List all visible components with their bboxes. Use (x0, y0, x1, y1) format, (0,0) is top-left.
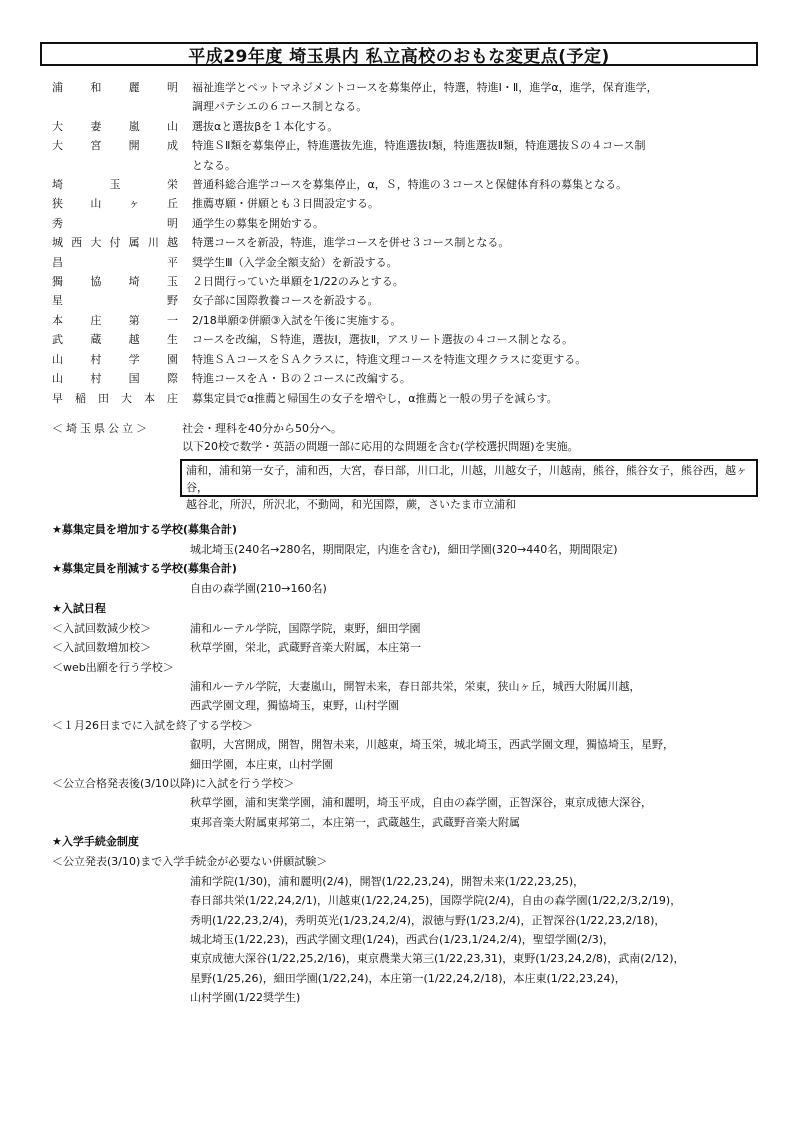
text-line: 城北埼玉(1/22,23)，西武学園文理(1/24)，西武台(1/23,1/24,2/4)，聖望学園(2/3)， (190, 932, 615, 946)
school-name: 狭山ヶ丘 (52, 197, 178, 211)
text-line: 西武学園文理，獨協埼玉，東野，山村学園 (190, 699, 399, 713)
school-change-desc: 福祉進学とペットマネジメントコースを募集停止，特選，特進Ⅰ・Ⅱ，進学α，進学，保育進学， 調理パテシエの６コース制となる。 (192, 81, 658, 114)
school-name: 山村国際 (52, 372, 178, 386)
section-body-decrease: 自由の森学園(210→160名) (190, 582, 327, 596)
schedule-web-label: ＜web出願を行う学校＞ (52, 660, 174, 674)
school-change-desc: 特選コースを新設，特進，進学コースを併せ３コース制となる。 (192, 236, 510, 250)
school-name: 秀明 (52, 216, 178, 230)
schedule-increase-label: ＜入試回数増加校＞ (52, 641, 151, 655)
text-line: 東京成徳大深谷(1/22,25,2/16)，東京農業大第三(1/22,23,31)，東野(1/23,24,2/8)，武南(2/12)， (190, 952, 685, 966)
school-change-desc: 推薦専願・併願とも３日間設定する。 (192, 197, 379, 211)
text-line: 秋草学園，浦和実業学園，浦和麗明，埼玉平成，自由の森学園，正智深谷，東京成徳大深谷， (190, 796, 652, 810)
public-note-selection: 以下20校で数学・英語の問題一部に応用的な問題を含む(学校選択問題)を実施。 (182, 440, 579, 453)
school-row (52, 253, 752, 272)
school-change-desc: 特進ＳⅡ類を募集停止，特進選抜先進，特進選抜Ⅰ類，特進選抜Ⅱ類，特進選抜Ｓの４コース制 となる。 (192, 139, 646, 172)
school-row (52, 272, 752, 291)
schedule-end-lines (190, 735, 762, 774)
text-line: 秀明(1/22,23,2/4)，秀明英光(1/23,24,2/4)，淑徳与野(1/23,2/4)，正智深谷(1/22,23,2/18)， (190, 913, 666, 927)
school-name: 本庄第一 (52, 313, 178, 327)
text-line: 浦和ルーテル学院，大妻嵐山，開智未来，春日部共栄，栄東，狭山ヶ丘，城西大附属川越， (190, 680, 641, 694)
schedule-increase-body: 秋草学園，栄北，武蔵野音楽大附属，本庄第一 (190, 641, 421, 655)
public-school-line: 浦和，浦和第一女子，浦和西，大宮，春日部，川口北，川越，川越女子，川越南，熊谷，熊谷女子，熊谷西，越ヶ谷， (186, 464, 747, 494)
text-line: 細田学園，本庄東，山村学園 (190, 757, 333, 771)
school-row (52, 194, 752, 213)
school-row (52, 214, 752, 233)
text-line: 山村学園(1/22奨学生) (190, 991, 301, 1005)
section-heading-fee: ★入学手続金制度 (52, 835, 139, 849)
fee-lines (190, 872, 762, 1008)
page-title: 平成29年度 埼玉県内 私立高校のおもな変更点(予定) (188, 46, 610, 67)
public-school-box (180, 459, 758, 511)
school-change-desc: コースを改編，Ｓ特進，選抜Ⅰ，選抜Ⅱ，アスリート選抜の４コース制となる。 (192, 333, 574, 347)
school-name: 星野 (52, 294, 178, 308)
fee-label: ＜公立発表(3/10)まで入学手続金が必要ない併願試験＞ (52, 855, 328, 869)
school-row (52, 175, 752, 194)
text-line: 叡明，大宮開成，開智，開智未来，川越東，埼玉栄，城北埼玉，西武学園文理，獨協埼玉，星野， (190, 738, 674, 752)
section-heading-schedule: ★入試日程 (52, 601, 106, 615)
school-change-desc: 通学生の募集を開始する。 (192, 216, 324, 230)
school-row (52, 136, 752, 175)
school-row (52, 291, 752, 310)
school-row (52, 78, 752, 117)
school-row (52, 389, 752, 408)
school-name: 浦和麗明 (52, 81, 178, 94)
public-label: ＜埼玉県公立＞ (52, 422, 150, 435)
section-heading-decrease: ★募集定員を削減する学校(募集合計) (52, 562, 237, 576)
school-change-desc: 特進コースをＡ・Ｂの２コースに改編する。 (192, 372, 411, 386)
school-change-desc: ２日間行っていた単願を1/22のみとする。 (192, 275, 404, 289)
title-box (40, 42, 758, 66)
text-line: 浦和学院(1/30)，浦和麗明(2/4)，開智(1/22,23,24)，開智未来(1/22,23,25)， (190, 874, 585, 888)
school-row (52, 350, 752, 369)
school-name: 大妻嵐山 (52, 119, 178, 133)
school-name: 大宮開成 (52, 139, 178, 153)
school-change-desc: 選抜αと選抜βを１本化する。 (192, 119, 339, 133)
text-line: 東邦音楽大附属東邦第二，本庄第一，武蔵越生，武蔵野音楽大附属 (190, 815, 520, 829)
school-name: 城西大付属川越 (52, 236, 178, 250)
text-line: 春日部共栄(1/22,24,2/1)，川越東(1/22,24,25)，国際学院(2/4)，自由の森学園(1/22,2/3,2/19)， (190, 894, 682, 908)
public-school-line: 越谷北，所沢，所沢北，不動岡，和光国際，蕨，さいたま市立浦和 (186, 498, 516, 511)
school-row (52, 330, 752, 349)
schedule-reduce-body: 浦和ルーテル学院，国際学院，東野，細田学園 (190, 621, 421, 635)
schedule-reduce-label: ＜入試回数減少校＞ (52, 621, 151, 635)
school-row (52, 233, 752, 252)
school-change-desc: 特進ＳＡコースをＳＡクラスに，特進文理コースを特進文理クラスに変更する。 (192, 352, 587, 366)
school-name: 山村学園 (52, 352, 178, 366)
school-name: 埼玉栄 (52, 178, 178, 192)
school-name: 武蔵越生 (52, 333, 178, 347)
school-change-desc: 普通科総合進学コースを募集停止，α，Ｓ，特進の３コースと保健体育科の募集となる。 (192, 178, 628, 192)
schedule-end-label: ＜１月26日までに入試を終了する学校＞ (52, 718, 253, 732)
school-change-desc: 女子部に国際教養コースを新設する。 (192, 294, 379, 308)
school-change-desc: 募集定員でα推薦と帰国生の女子を増やし，α推薦と一般の男子を減らす。 (192, 391, 558, 405)
school-change-desc: 奨学生Ⅲ（入学金全額支給）を新設する。 (192, 255, 398, 269)
school-row (52, 311, 752, 330)
school-row (52, 117, 752, 136)
school-name: 早稲田大本庄 (52, 391, 178, 405)
schedule-after-label: ＜公立合格発表後(3/10以降)に入試を行う学校＞ (52, 777, 295, 791)
section-heading-increase: ★募集定員を増加する学校(募集合計) (52, 523, 237, 536)
schedule-increase-row (52, 638, 762, 657)
school-name: 獨協埼玉 (52, 275, 178, 289)
section-body-increase: 城北埼玉(240名→280名，期間限定，内進を含む)，細田学園(320→440名，期間限定) (190, 543, 618, 556)
public-note-time: 社会・理科を40分から50分へ。 (182, 422, 342, 435)
school-change-list (52, 78, 752, 408)
school-row (52, 369, 752, 388)
schedule-web-lines (190, 677, 762, 716)
school-change-desc: 2/18単願②併願③入試を午後に実施する。 (192, 313, 402, 327)
schedule-after-lines (190, 793, 762, 832)
saitama-public-section (52, 420, 762, 456)
school-name: 昌平 (52, 255, 178, 269)
sections (52, 520, 762, 1008)
schedule-reduce-row (52, 619, 762, 638)
text-line: 星野(1/25,26)，細田学園(1/22,24)，本庄第一(1/22,24,2/18)，本庄東(1/22,23,24)， (190, 971, 626, 985)
